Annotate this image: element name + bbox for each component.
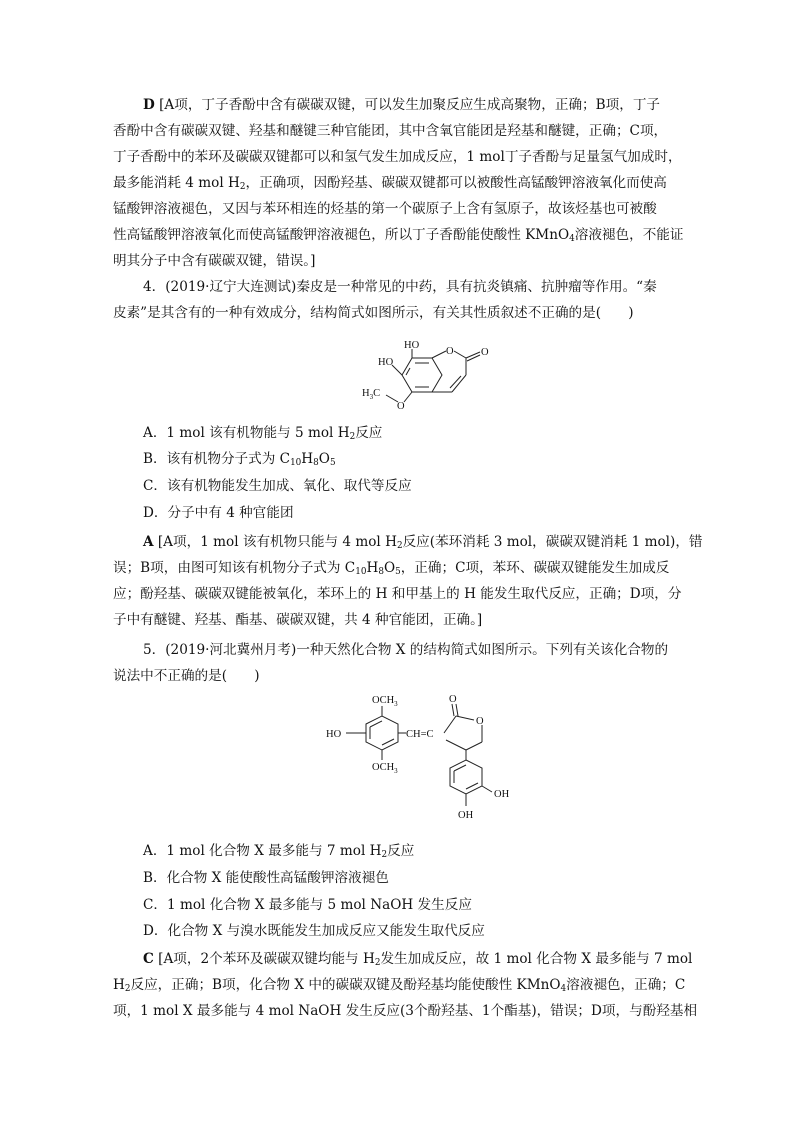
carbonyl-oxygen-label: O — [449, 694, 457, 705]
answer-letter: A — [143, 534, 154, 550]
hydroxyl-label: HO — [378, 357, 394, 368]
q5-question-stem: 5．(2019·河北冀州月考)一种天然化合物 X 的结构简式如图所示。下列有关该化合物的 说法中不正确的是( ) — [113, 642, 669, 684]
answer-letter: C — [143, 951, 154, 967]
ether-oxygen-label: O — [397, 401, 405, 412]
ring-oxygen-label: O — [446, 346, 454, 357]
q5-option-b[interactable]: B．化合物 X 能使酸性高锰酸钾溶液褪色 — [143, 870, 389, 886]
q5-option-d[interactable]: D．化合物 X 与溴水既能发生加成反应又能发生取代反应 — [143, 923, 485, 939]
q4-option-a[interactable]: A．1 mol 该有机物能与 5 mol $H_2$反应 — [143, 425, 383, 443]
hydroxyl-label: OH — [458, 810, 474, 821]
q4-structure-diagram — [340, 340, 520, 420]
methyl-label: $H_3C$ — [362, 388, 381, 401]
methoxy-label: $OCH_3$ — [372, 762, 398, 775]
q5-option-a[interactable]: A．1 mol 化合物 X 最多能与 7 mol $H_2$反应 — [143, 843, 415, 861]
q4-option-c[interactable]: C．该有机物能发生加成、氧化、取代等反应 — [143, 478, 412, 494]
methoxy-label: $OCH_3$ — [372, 695, 398, 708]
alkene-label: CH=C — [406, 729, 434, 740]
q5-option-c[interactable]: C．1 mol 化合物 X 最多能与 5 mol NaOH 发生反应 — [143, 897, 472, 913]
q4-question-stem: 4．(2019·辽宁大连测试)秦皮是一种常见的中药，具有抗炎镇痛、抗肿瘤等作用。“秦 皮素”是其含有的一种有效成分，结构简式如图所示，有关其性质叙述不正确的是( ) — [113, 279, 657, 321]
carbonyl-oxygen-label: O — [481, 347, 489, 358]
hydroxyl-label: HO — [326, 729, 342, 740]
q4-option-d[interactable]: D．分子中有 4 种官能团 — [143, 505, 294, 521]
hydroxyl-label: OH — [494, 789, 510, 800]
answer-letter: D — [143, 97, 155, 113]
q4-option-b[interactable]: B．该有机物分子式为 $C_{10}H_8O_5$ — [143, 451, 336, 469]
ring-oxygen-label: O — [476, 716, 484, 727]
q5-answer-explanation: C [A项，2个苯环及碳碳双键均能与 $H_2$发生加成反应，故 1 mol 化合物 X 最多能与 7 mol $H_2$反应，正确；B项，化合物 X 中的碳碳双键及酚羟基均能使酸性 KMnO$_4$溶液褪色，正确；C 项，1 mol X 最多能与 4 mol NaOH 发生反应(3个酚羟基、1个酯基)，错误；D项，与酚羟基相 — [113, 951, 698, 1019]
q3-answer-explanation: D [A项，丁子香酚中含有碳碳双键，可以发生加聚反应生成高聚物，正确；B项，丁子 香酚中含有碳碳双键、羟基和醚键三种官能团，其中含氧官能团是羟基和醚键，正确；C项， 丁子香酚中的苯环及碳碳双键都可以和氢气发生加成反应，1 mol丁子香酚与足量氢气加成时， 最多能消耗 4 mol $H_2$，正确项，因酚羟基、碳碳双键都可以被酸性高锰酸钾溶液氧化而使高 锰酸钾溶液褪色，又因与苯环相连的烃基的第一个碳原子上含有氢原子，故该烃基也可被酸 性高锰酸钾溶液氧化而使高锰酸钾溶液褪色，所以丁子香酚能使酸性 KMnO$_4$溶液褪色，不能证 明其分子中含有碳碳双键，错误。] — [113, 97, 684, 269]
q4-answer-explanation: A [A项，1 mol 该有机物只能与 4 mol $H_2$反应(苯环消耗 3 mol，碳碳双键消耗 1 mol)，错 误；B项，由图可知该有机物分子式为 $C_{10}H_8O_5$，正确；C项，苯环、碳碳双键能发生加成反 应；酚羟基、碳碳双键能被氧化，苯环上的 H 和甲基上的 H 能发生取代反应，正确；D项，分 子中有醚键、羟基、酯基、碳碳双键，共 4 种官能团，正确。] — [113, 534, 703, 628]
hydroxyl-label: HO — [404, 340, 420, 351]
q5-structure-diagram — [318, 692, 538, 832]
